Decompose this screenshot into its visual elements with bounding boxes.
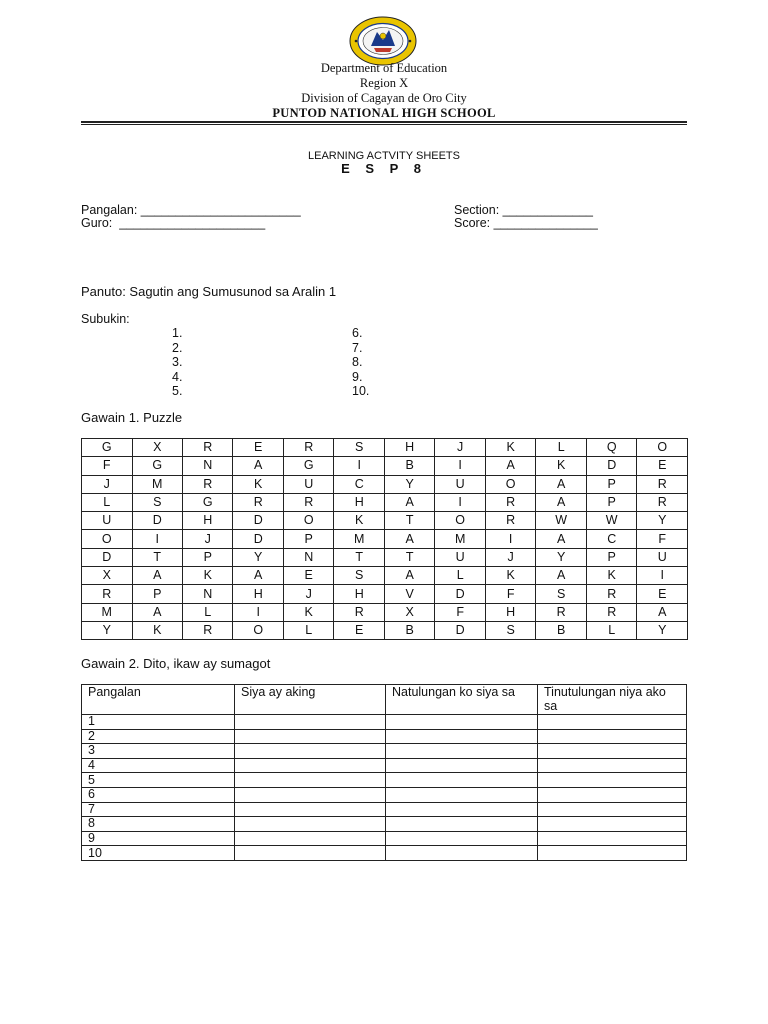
puzzle-cell[interactable]: B bbox=[384, 621, 434, 639]
puzzle-cell[interactable]: U bbox=[283, 475, 333, 493]
puzzle-cell[interactable]: A bbox=[132, 603, 183, 621]
puzzle-cell[interactable]: A bbox=[384, 567, 434, 585]
column-header: Siya ay aking bbox=[235, 685, 386, 715]
table-row bbox=[82, 831, 687, 846]
word-search-puzzle bbox=[81, 438, 688, 640]
puzzle-cell[interactable]: K bbox=[183, 567, 233, 585]
puzzle-cell[interactable]: M bbox=[435, 530, 486, 548]
answer-cell[interactable] bbox=[386, 773, 538, 788]
puzzle-cell[interactable]: P bbox=[586, 493, 637, 511]
puzzle-cell[interactable]: R bbox=[233, 493, 283, 511]
answer-cell[interactable] bbox=[235, 715, 386, 730]
answer-cell[interactable] bbox=[235, 817, 386, 832]
puzzle-cell[interactable]: X bbox=[384, 603, 434, 621]
name-field[interactable]: Pangalan: _______________________ bbox=[81, 203, 301, 217]
puzzle-cell[interactable]: R bbox=[183, 439, 233, 457]
answer-cell[interactable] bbox=[538, 773, 687, 788]
puzzle-cell[interactable]: P bbox=[586, 475, 637, 493]
row-number: 9 bbox=[82, 831, 235, 846]
list-item: 9. bbox=[352, 369, 363, 384]
puzzle-cell[interactable]: A bbox=[384, 493, 434, 511]
list-item: 6. bbox=[352, 326, 363, 340]
puzzle-cell[interactable]: R bbox=[485, 493, 535, 511]
puzzle-cell[interactable]: Y bbox=[637, 621, 688, 639]
answer-cell[interactable] bbox=[538, 758, 687, 773]
answer-cell[interactable] bbox=[235, 846, 386, 861]
puzzle-cell[interactable]: S bbox=[536, 585, 587, 603]
puzzle-cell[interactable]: R bbox=[637, 475, 688, 493]
puzzle-cell[interactable]: S bbox=[334, 439, 385, 457]
puzzle-cell[interactable]: A bbox=[536, 530, 587, 548]
score-field[interactable]: Score: _______________ bbox=[454, 216, 598, 230]
answer-cell[interactable] bbox=[538, 831, 687, 846]
puzzle-cell[interactable]: J bbox=[485, 548, 535, 566]
table-header-row bbox=[82, 685, 687, 715]
list-item: 1. bbox=[172, 326, 183, 340]
puzzle-cell[interactable]: R bbox=[536, 603, 587, 621]
puzzle-cell[interactable]: R bbox=[586, 603, 637, 621]
puzzle-row bbox=[82, 567, 688, 585]
puzzle-cell[interactable]: K bbox=[132, 621, 183, 639]
puzzle-cell[interactable]: U bbox=[435, 475, 486, 493]
puzzle-cell[interactable]: I bbox=[233, 603, 283, 621]
answer-cell[interactable] bbox=[538, 846, 687, 861]
subukin-label: Subukin: bbox=[81, 312, 130, 326]
puzzle-cell[interactable]: I bbox=[485, 530, 535, 548]
list-item: 2. bbox=[172, 340, 183, 355]
puzzle-cell[interactable]: S bbox=[485, 621, 535, 639]
puzzle-cell[interactable]: O bbox=[435, 512, 486, 530]
subukin-list-left bbox=[172, 326, 182, 399]
puzzle-cell[interactable]: W bbox=[586, 512, 637, 530]
puzzle-cell[interactable]: L bbox=[536, 439, 587, 457]
puzzle-cell[interactable]: E bbox=[637, 585, 688, 603]
table-row bbox=[82, 802, 687, 817]
puzzle-cell[interactable]: J bbox=[82, 475, 133, 493]
answer-cell[interactable] bbox=[538, 729, 687, 744]
row-number: 4 bbox=[82, 758, 235, 773]
table-row bbox=[82, 729, 687, 744]
list-item: 3. bbox=[172, 355, 183, 369]
puzzle-cell[interactable]: O bbox=[637, 439, 688, 457]
column-header: Natulungan ko siya sa bbox=[386, 685, 538, 715]
gawain1-title: Gawain 1. Puzzle bbox=[81, 410, 183, 425]
school-name: PUNTOD NATIONAL HIGH SCHOOL bbox=[272, 106, 496, 120]
list-item: 10. bbox=[352, 384, 370, 398]
puzzle-cell[interactable]: R bbox=[637, 493, 688, 511]
puzzle-cell[interactable]: T bbox=[334, 548, 385, 566]
puzzle-cell[interactable]: D bbox=[435, 585, 486, 603]
puzzle-cell[interactable]: R bbox=[283, 493, 333, 511]
puzzle-cell[interactable]: A bbox=[536, 567, 587, 585]
puzzle-cell[interactable]: M bbox=[82, 603, 133, 621]
answer-cell[interactable] bbox=[235, 729, 386, 744]
puzzle-cell[interactable]: O bbox=[485, 475, 535, 493]
puzzle-row bbox=[82, 621, 688, 639]
answer-cell[interactable] bbox=[386, 817, 538, 832]
puzzle-row bbox=[82, 512, 688, 530]
puzzle-cell[interactable]: I bbox=[334, 457, 385, 475]
answer-cell[interactable] bbox=[235, 831, 386, 846]
puzzle-cell[interactable]: O bbox=[283, 512, 333, 530]
list-item: 8. bbox=[352, 355, 363, 369]
puzzle-cell[interactable]: J bbox=[183, 530, 233, 548]
section-field[interactable]: Section: _____________ bbox=[454, 203, 594, 217]
puzzle-cell[interactable]: B bbox=[384, 457, 434, 475]
puzzle-row bbox=[82, 475, 688, 493]
puzzle-cell[interactable]: P bbox=[183, 548, 233, 566]
puzzle-cell[interactable]: R bbox=[183, 475, 233, 493]
answer-cell[interactable] bbox=[386, 715, 538, 730]
answer-cell[interactable] bbox=[235, 773, 386, 788]
puzzle-cell[interactable]: G bbox=[82, 439, 133, 457]
table-row bbox=[82, 758, 687, 773]
puzzle-cell[interactable]: O bbox=[233, 621, 283, 639]
puzzle-cell[interactable]: E bbox=[334, 621, 385, 639]
answer-table bbox=[81, 684, 687, 861]
table-row bbox=[82, 773, 687, 788]
puzzle-cell[interactable]: N bbox=[183, 585, 233, 603]
answer-cell[interactable] bbox=[235, 744, 386, 759]
answer-cell[interactable] bbox=[538, 715, 687, 730]
puzzle-row bbox=[82, 530, 688, 548]
puzzle-row bbox=[82, 457, 688, 475]
puzzle-cell[interactable]: D bbox=[233, 530, 283, 548]
puzzle-cell[interactable]: H bbox=[334, 493, 385, 511]
puzzle-cell[interactable]: P bbox=[283, 530, 333, 548]
puzzle-cell[interactable]: R bbox=[283, 439, 333, 457]
header-divider-thin bbox=[81, 124, 687, 125]
puzzle-cell[interactable]: L bbox=[435, 567, 486, 585]
puzzle-cell[interactable]: L bbox=[283, 621, 333, 639]
puzzle-cell[interactable]: R bbox=[183, 621, 233, 639]
puzzle-cell[interactable]: T bbox=[384, 512, 434, 530]
puzzle-cell[interactable]: U bbox=[82, 512, 133, 530]
puzzle-cell[interactable]: J bbox=[435, 439, 486, 457]
puzzle-cell[interactable]: U bbox=[637, 548, 688, 566]
region-name: Region X bbox=[359, 76, 409, 90]
puzzle-cell[interactable]: H bbox=[183, 512, 233, 530]
puzzle-cell[interactable]: A bbox=[536, 475, 587, 493]
table-row bbox=[82, 715, 687, 730]
subject-title: E S P 8 bbox=[341, 161, 427, 176]
puzzle-cell[interactable]: H bbox=[384, 439, 434, 457]
puzzle-cell[interactable]: K bbox=[334, 512, 385, 530]
puzzle-cell[interactable]: T bbox=[384, 548, 434, 566]
puzzle-cell[interactable]: H bbox=[233, 585, 283, 603]
puzzle-cell[interactable]: A bbox=[233, 457, 283, 475]
answer-cell[interactable] bbox=[235, 787, 386, 802]
puzzle-cell[interactable]: B bbox=[536, 621, 587, 639]
puzzle-cell[interactable]: M bbox=[334, 530, 385, 548]
puzzle-cell[interactable]: I bbox=[132, 530, 183, 548]
puzzle-cell[interactable]: G bbox=[132, 457, 183, 475]
puzzle-cell[interactable]: Y bbox=[233, 548, 283, 566]
row-number: 7 bbox=[82, 802, 235, 817]
puzzle-cell[interactable]: M bbox=[132, 475, 183, 493]
table-row bbox=[82, 846, 687, 861]
puzzle-cell[interactable]: D bbox=[132, 512, 183, 530]
puzzle-row bbox=[82, 439, 688, 457]
table-row bbox=[82, 787, 687, 802]
answer-cell[interactable] bbox=[235, 758, 386, 773]
puzzle-cell[interactable]: U bbox=[435, 548, 486, 566]
puzzle-cell[interactable]: R bbox=[82, 585, 133, 603]
puzzle-cell[interactable]: H bbox=[485, 603, 535, 621]
puzzle-cell[interactable]: H bbox=[334, 585, 385, 603]
answer-cell[interactable] bbox=[538, 817, 687, 832]
row-number: 10 bbox=[82, 846, 235, 861]
puzzle-cell[interactable]: L bbox=[586, 621, 637, 639]
column-header: Tinutulungan niya ako sa bbox=[538, 685, 687, 715]
answer-cell[interactable] bbox=[386, 831, 538, 846]
puzzle-row bbox=[82, 548, 688, 566]
puzzle-cell[interactable]: A bbox=[637, 603, 688, 621]
puzzle-cell[interactable]: E bbox=[233, 439, 283, 457]
puzzle-cell[interactable]: D bbox=[435, 621, 486, 639]
answer-cell[interactable] bbox=[538, 802, 687, 817]
row-number: 2 bbox=[82, 729, 235, 744]
puzzle-cell[interactable]: N bbox=[283, 548, 333, 566]
table-row bbox=[82, 744, 687, 759]
instructions: Panuto: Sagutin ang Sumusunod sa Aralin 1 bbox=[81, 284, 337, 299]
puzzle-cell[interactable]: P bbox=[132, 585, 183, 603]
puzzle-cell[interactable]: G bbox=[183, 493, 233, 511]
puzzle-cell[interactable]: C bbox=[334, 475, 385, 493]
header-divider bbox=[81, 121, 687, 123]
puzzle-cell[interactable]: J bbox=[283, 585, 333, 603]
answer-cell[interactable] bbox=[386, 846, 538, 861]
answer-cell[interactable] bbox=[538, 787, 687, 802]
puzzle-cell[interactable]: L bbox=[82, 493, 133, 511]
puzzle-cell[interactable]: N bbox=[183, 457, 233, 475]
puzzle-cell[interactable]: A bbox=[233, 567, 283, 585]
puzzle-row bbox=[82, 603, 688, 621]
puzzle-cell[interactable]: D bbox=[233, 512, 283, 530]
answer-cell[interactable] bbox=[386, 744, 538, 759]
puzzle-cell[interactable]: D bbox=[586, 457, 637, 475]
puzzle-cell[interactable]: X bbox=[132, 439, 183, 457]
puzzle-cell[interactable]: Y bbox=[82, 621, 133, 639]
puzzle-cell[interactable]: S bbox=[132, 493, 183, 511]
answer-cell[interactable] bbox=[386, 758, 538, 773]
puzzle-cell[interactable]: P bbox=[586, 548, 637, 566]
puzzle-cell[interactable]: K bbox=[485, 567, 535, 585]
puzzle-cell[interactable]: T bbox=[132, 548, 183, 566]
division-name: Division of Cagayan de Oro City bbox=[301, 91, 467, 105]
puzzle-cell[interactable]: L bbox=[183, 603, 233, 621]
sheet-title: LEARNING ACTVITY SHEETS bbox=[307, 150, 460, 162]
row-number: 6 bbox=[82, 787, 235, 802]
puzzle-cell[interactable]: A bbox=[132, 567, 183, 585]
puzzle-cell[interactable]: K bbox=[485, 439, 535, 457]
puzzle-cell[interactable]: F bbox=[637, 530, 688, 548]
puzzle-cell[interactable]: I bbox=[637, 567, 688, 585]
puzzle-cell[interactable]: A bbox=[384, 530, 434, 548]
puzzle-cell[interactable]: S bbox=[334, 567, 385, 585]
table-row bbox=[82, 817, 687, 832]
puzzle-cell[interactable]: X bbox=[82, 567, 133, 585]
answer-cell[interactable] bbox=[386, 729, 538, 744]
puzzle-cell[interactable]: Y bbox=[536, 548, 587, 566]
puzzle-cell[interactable]: G bbox=[283, 457, 333, 475]
puzzle-cell[interactable]: O bbox=[82, 530, 133, 548]
puzzle-cell[interactable]: R bbox=[586, 585, 637, 603]
subukin-list-right bbox=[352, 326, 369, 399]
puzzle-cell[interactable]: R bbox=[334, 603, 385, 621]
puzzle-cell[interactable]: I bbox=[435, 493, 486, 511]
deped-seal-logo bbox=[349, 16, 417, 66]
department-name: Department of Education bbox=[320, 61, 448, 75]
puzzle-cell[interactable]: I bbox=[435, 457, 486, 475]
teacher-field[interactable]: Guro: _____________________ bbox=[81, 216, 266, 230]
puzzle-cell[interactable]: K bbox=[586, 567, 637, 585]
puzzle-cell[interactable]: Y bbox=[637, 512, 688, 530]
puzzle-cell[interactable]: W bbox=[536, 512, 587, 530]
puzzle-cell[interactable]: F bbox=[435, 603, 486, 621]
row-number: 1 bbox=[82, 715, 235, 730]
puzzle-cell[interactable]: K bbox=[283, 603, 333, 621]
puzzle-cell[interactable]: K bbox=[536, 457, 587, 475]
row-number: 5 bbox=[82, 773, 235, 788]
puzzle-cell[interactable]: D bbox=[82, 548, 133, 566]
puzzle-cell[interactable]: R bbox=[485, 512, 535, 530]
puzzle-cell[interactable]: V bbox=[384, 585, 434, 603]
puzzle-cell[interactable]: F bbox=[485, 585, 535, 603]
answer-cell[interactable] bbox=[386, 787, 538, 802]
list-item: 5. bbox=[172, 384, 183, 398]
row-number: 3 bbox=[82, 744, 235, 759]
puzzle-row bbox=[82, 493, 688, 511]
puzzle-cell[interactable]: E bbox=[637, 457, 688, 475]
list-item: 7. bbox=[352, 340, 363, 355]
answer-cell[interactable] bbox=[235, 802, 386, 817]
answer-cell[interactable] bbox=[386, 802, 538, 817]
column-header: Pangalan bbox=[82, 685, 235, 715]
gawain2-title: Gawain 2. Dito, ikaw ay sumagot bbox=[81, 656, 271, 671]
puzzle-cell[interactable]: E bbox=[283, 567, 333, 585]
answer-cell[interactable] bbox=[538, 744, 687, 759]
puzzle-cell[interactable]: Y bbox=[384, 475, 434, 493]
puzzle-cell[interactable]: F bbox=[82, 457, 133, 475]
puzzle-cell[interactable]: Q bbox=[586, 439, 637, 457]
list-item: 4. bbox=[172, 369, 183, 384]
puzzle-cell[interactable]: A bbox=[485, 457, 535, 475]
puzzle-cell[interactable]: A bbox=[536, 493, 587, 511]
row-number: 8 bbox=[82, 817, 235, 832]
puzzle-cell[interactable]: C bbox=[586, 530, 637, 548]
puzzle-cell[interactable]: K bbox=[233, 475, 283, 493]
puzzle-row bbox=[82, 585, 688, 603]
